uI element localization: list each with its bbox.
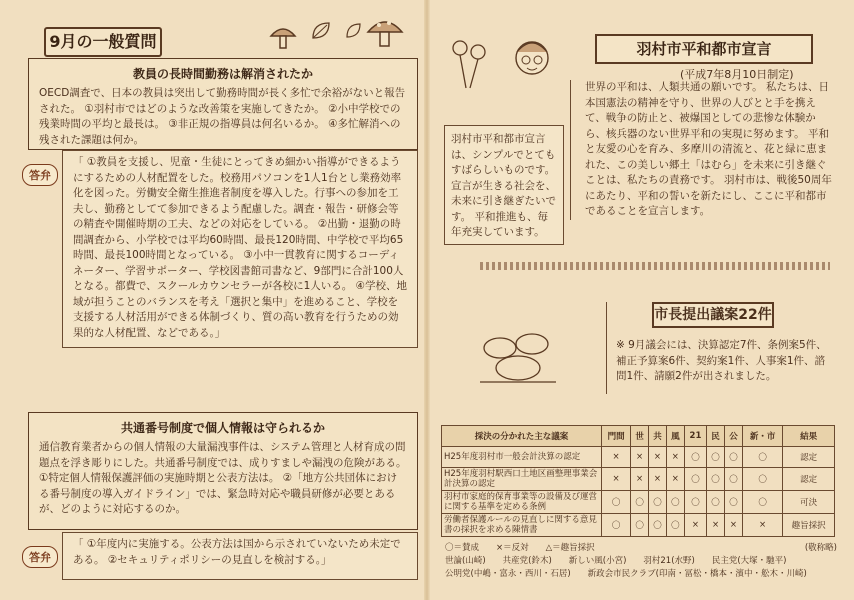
- table-cell: 趣旨採択: [783, 514, 835, 537]
- table-cell: 〇: [707, 491, 725, 514]
- table-cell: 〇: [707, 447, 725, 468]
- table-cell: 〇: [725, 468, 743, 491]
- table-cell: 〇: [631, 514, 649, 537]
- table-cell: 〇: [649, 514, 667, 537]
- table-cell: ×: [684, 514, 706, 537]
- table-cell: 可決: [783, 491, 835, 514]
- table-cell: 〇: [684, 468, 706, 491]
- header-cell: 共: [649, 426, 667, 447]
- table-row: [442, 491, 835, 514]
- table-cell: ×: [649, 468, 667, 491]
- table-cell: 〇: [631, 491, 649, 514]
- table-cell: 〇: [666, 491, 684, 514]
- vote-table: [441, 425, 835, 537]
- table-cell: ×: [725, 514, 743, 537]
- legend-note: (敬称略): [804, 543, 837, 553]
- legend-line-1: 世論(山崎) 共産党(鈴木) 新しい風(小宮) 羽村21(水野) 民主党(大塚・馳平): [445, 556, 787, 566]
- table-cell: 〇: [684, 447, 706, 468]
- table-cell: 〇: [742, 491, 782, 514]
- flowers-illustration: [448, 36, 492, 92]
- plaque-title: 羽村市平和都市宣言: [595, 34, 813, 64]
- legend-marks: 〇＝賛成 ×＝反対 △＝趣旨採択: [445, 543, 595, 553]
- header-cell: 新・市: [742, 426, 782, 447]
- header-cell: 公: [725, 426, 743, 447]
- table-cell: ×: [649, 447, 667, 468]
- table-cell: ×: [631, 468, 649, 491]
- table-cell: 〇: [684, 491, 706, 514]
- header-cell: 世: [631, 426, 649, 447]
- proposals-note: ※ 9月議会には、決算認定7件、条例案5件、補正予算案6件、契約案1件、人事案1件、諮問1件、請願2件が出されました。: [616, 339, 827, 382]
- header-cell: 民: [707, 426, 725, 447]
- table-row: [442, 468, 835, 491]
- answer-2-body: 「 ①年度内に実施する。公表方法は国から示されていないため未定である。 ②セキュリティポリシーの見直しを検討する。」: [73, 538, 401, 566]
- table-cell: H25年度羽村駅西口土地区画整理事業会計決算の認定: [442, 468, 602, 491]
- table-cell: ×: [666, 447, 684, 468]
- question-1-heading: 教員の長時間勤務は解消されたか: [132, 67, 313, 81]
- table-cell: 認定: [783, 468, 835, 491]
- table-cell: H25年度羽村市一般会計決算の認定: [442, 447, 602, 468]
- table-cell: ×: [602, 468, 631, 491]
- table-cell: 〇: [725, 491, 743, 514]
- table-cell: 〇: [742, 468, 782, 491]
- proposals-title: 市長提出議案22件: [652, 302, 774, 328]
- table-cell: 〇: [725, 447, 743, 468]
- question-2-body: 通信教育業者からの個人情報の大量漏洩事件は、システム管理と人材育成の問題点を浮き彫りにした。共通番号制度では、成りすましや漏洩の危険がある。 ①特定個人情報保護評価の実施時期と公表方法は。 ②「地方公共団体における番号制度の導入ガイドライン」では、緊急時対応や職員研修が必要とあるが、どのように対応するのか。: [39, 441, 407, 515]
- question-1-body: OECD調査で、日本の教員は突出して勤務時間が長く多忙で余裕がないと報告された。 ①羽村市ではどのような改善策を実施してきたか。 ②小中学校での残業時間の平均と最長は。 ③非正規の指導員は何名いるか。 ④多忙解消への残された課題は何か。: [39, 87, 406, 146]
- vote-table-header: [442, 426, 835, 447]
- legend-line-2: 公明党(中嶋・富永・西川・石居) 新政会市民クラブ(印南・冨松・橋本・濱中・舩木・川崎): [445, 569, 807, 579]
- declaration-comment: 羽村市平和都市宣言は、シンプルでとてもすばらしいものです。 宣言が生きる社会を、未来に引き継ぎたいです。 平和推進も、毎年充実しています。: [444, 125, 564, 245]
- table-cell: 羽村市家庭的保育事業等の設備及び運営に関する基準を定める条例: [442, 491, 602, 514]
- plaque-date: (平成7年8月10日制定): [680, 68, 794, 81]
- answer-2-tag: 答弁: [22, 546, 58, 568]
- vegetables-illustration: [470, 318, 566, 390]
- vote-legend: [445, 542, 837, 581]
- table-cell: 労働者保護ルールの見直しに関する意見書の採択を求める陳情書: [442, 514, 602, 537]
- header-cell: 風: [666, 426, 684, 447]
- table-row: [442, 514, 835, 537]
- question-2-heading: 共通番号制度で個人情報は守られるか: [120, 421, 325, 435]
- table-cell: ×: [707, 514, 725, 537]
- table-cell: 〇: [666, 514, 684, 537]
- header-cell: 門間: [602, 426, 631, 447]
- table-row: [442, 447, 835, 468]
- person-face-illustration: [510, 34, 554, 84]
- peace-declaration: 世界の平和は、人類共通の願いです。 私たちは、日本国憲法の精神を守り、世界の人びとと手を携えて、戦争の防止と、被爆国としての悲惨な体験から、核兵器のない世界平和の実現に努めます。 平和と友愛の心を育み、多摩川の清流と、花と緑に恵まれた、この美しい郷土「はむら」を未来に引き継ぐことは、私たちの責務です。 羽村市は、戦後50周年にあたり、平和の誓いを新たにし、ここに平和都市であることを宣言します。: [570, 80, 832, 220]
- page-title: 9月の一般質問: [44, 27, 162, 57]
- table-cell: ×: [602, 447, 631, 468]
- table-cell: 認定: [783, 447, 835, 468]
- table-cell: ×: [631, 447, 649, 468]
- answer-1-body: 「 ①教員を支援し、児童・生徒にとってきめ細かい指導ができるようにするための人材配置をした。校務用パソコンを1人1台とし業務効率化を図った。労働安全衛生推進者制度を導入した。行事への参加を工夫し、勤務としてて参加できるよう配慮した。調査・報告・研修会等の精査や開催時期の工夫、などの対応をしている。 ②出勤・退勤の時間調査から、小学校では平均60時間、最長120時間、中学校で平均65時間、最長100時間となっている。 ③小中一貫教育に関するコーディネーター、学習サポーター、学校図書館司書など、9部門に合計100人となる。都費で、スクールカウンセラーが各校に1人いる。 ④学校、地域が担うことのバランスを考え「選択と集中」を進めること、学校を支援する人材活用ができる体制づくり、質の高い教育を行うための効果的な人材配置、などである。」: [73, 156, 408, 339]
- header-cell: 結果: [783, 426, 835, 447]
- answer-1-tag: 答弁: [22, 164, 58, 186]
- header-cell: 採決の分かれた主な議案: [442, 426, 602, 447]
- divider: [480, 262, 830, 270]
- divider-vertical: [606, 302, 607, 394]
- table-cell: 〇: [742, 447, 782, 468]
- table-cell: 〇: [649, 491, 667, 514]
- table-cell: ×: [742, 514, 782, 537]
- header-cell: 21: [684, 426, 706, 447]
- table-cell: 〇: [707, 468, 725, 491]
- table-cell: 〇: [602, 491, 631, 514]
- table-cell: ×: [666, 468, 684, 491]
- table-cell: 〇: [602, 514, 631, 537]
